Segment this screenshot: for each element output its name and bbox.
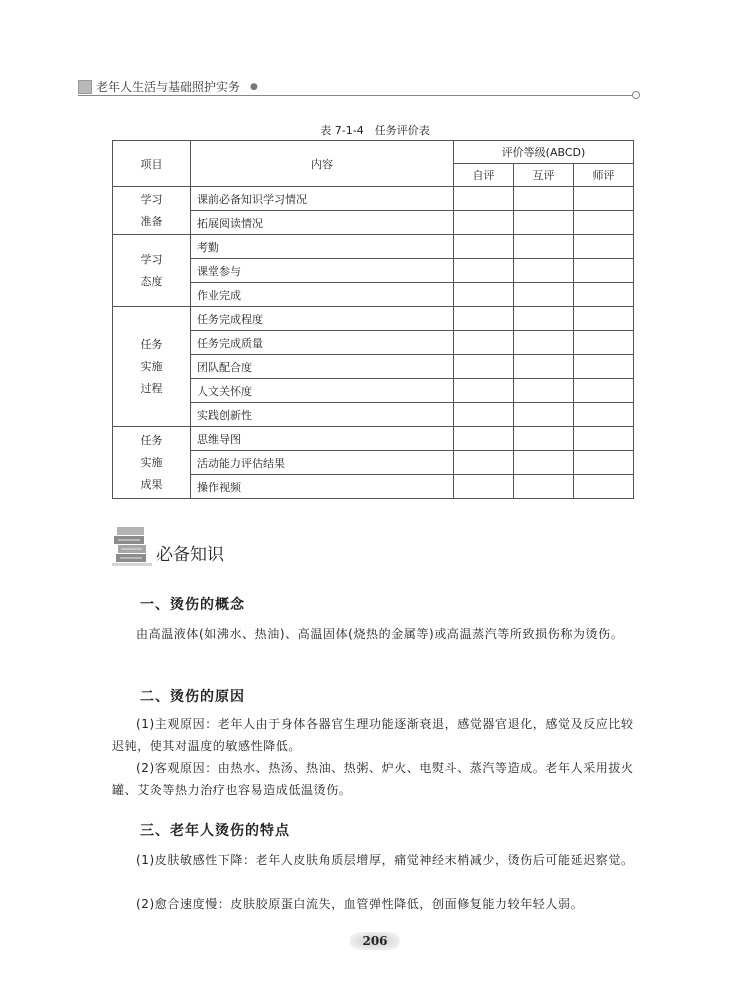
- table-row: [113, 331, 634, 355]
- header-rule: [78, 95, 634, 96]
- evaluation-table: [112, 140, 634, 499]
- paragraph-healing: (2)愈合速度慢：皮肤胶原蛋白流失，血管弹性降低，创面修复能力较年轻人弱。: [136, 897, 584, 911]
- self-cell: [454, 427, 514, 451]
- peer-cell: [514, 235, 574, 259]
- peer-cell: [514, 427, 574, 451]
- content-cell: 思维导图: [191, 427, 454, 451]
- self-cell: [454, 259, 514, 283]
- table-row: [113, 307, 634, 331]
- peer-cell: [514, 259, 574, 283]
- header-end-circle-icon: [632, 91, 640, 99]
- heading-characteristics: 三、老年人烫伤的特点: [140, 823, 290, 839]
- header-content: 内容: [191, 141, 454, 187]
- teacher-cell: [574, 475, 634, 499]
- content-cell: 课堂参与: [191, 259, 454, 283]
- group-item-cell: 学习 准备: [113, 187, 191, 235]
- peer-cell: [514, 379, 574, 403]
- self-cell: [454, 307, 514, 331]
- group-item-cell: 任务 实施 成果: [113, 427, 191, 499]
- content-cell: 拓展阅读情况: [191, 211, 454, 235]
- header-grade: 评价等级(ABCD): [454, 141, 634, 164]
- table-row: [113, 259, 634, 283]
- self-cell: [454, 211, 514, 235]
- running-header: [78, 78, 638, 98]
- teacher-cell: [574, 235, 634, 259]
- content-cell: 考勤: [191, 235, 454, 259]
- teacher-cell: [574, 403, 634, 427]
- paragraph-objective-cause: (2)客观原因：由热水、热汤、热油、热粥、炉火、电熨斗、蒸汽等造成。老年人采用拔火罐、艾灸等热力治疗也容易造成低温烫伤。: [112, 761, 634, 797]
- paragraph-concept: 由高温液体(如沸水、热油)、高温固体(烧热的金属等)或高温蒸汽等所致损伤称为烫伤。: [136, 627, 624, 641]
- teacher-cell: [574, 259, 634, 283]
- paragraph-sensitivity: (1)皮肤敏感性下降：老年人皮肤角质层增厚，痛觉神经末梢减少，烫伤后可能延迟察觉。: [136, 853, 634, 867]
- group-item-cell: 任务 实施 过程: [113, 307, 191, 427]
- peer-cell: [514, 331, 574, 355]
- table-row: [113, 355, 634, 379]
- self-cell: [454, 403, 514, 427]
- header-self: 自评: [454, 164, 514, 187]
- teacher-cell: [574, 355, 634, 379]
- teacher-cell: [574, 331, 634, 355]
- peer-cell: [514, 283, 574, 307]
- peer-cell: [514, 187, 574, 211]
- content-cell: 课前必备知识学习情况: [191, 187, 454, 211]
- peer-cell: [514, 475, 574, 499]
- content-cell: 实践创新性: [191, 403, 454, 427]
- page-number-label: 206: [350, 932, 399, 950]
- page-number: [0, 930, 750, 950]
- content-cell: 活动能力评估结果: [191, 451, 454, 475]
- table-row: [113, 379, 634, 403]
- header-teacher: 师评: [574, 164, 634, 187]
- self-cell: [454, 331, 514, 355]
- content-cell: 任务完成程度: [191, 307, 454, 331]
- content-cell: 作业完成: [191, 283, 454, 307]
- peer-cell: [514, 211, 574, 235]
- table-row: [113, 211, 634, 235]
- group-item-cell: 学习 态度: [113, 235, 191, 307]
- self-cell: [454, 451, 514, 475]
- header-peer: 互评: [514, 164, 574, 187]
- header-item: 项目: [113, 141, 191, 187]
- header-square-icon: [78, 80, 92, 94]
- content-cell: 团队配合度: [191, 355, 454, 379]
- table-row: [113, 187, 634, 211]
- table-row: [113, 283, 634, 307]
- peer-cell: [514, 451, 574, 475]
- teacher-cell: [574, 379, 634, 403]
- teacher-cell: [574, 187, 634, 211]
- content-cell: 操作视频: [191, 475, 454, 499]
- peer-cell: [514, 355, 574, 379]
- table-caption: 表 7-1-4 任务评价表: [320, 124, 430, 137]
- peer-cell: [514, 403, 574, 427]
- section-title: 必备知识: [156, 545, 224, 565]
- teacher-cell: [574, 283, 634, 307]
- self-cell: [454, 187, 514, 211]
- table-row: [113, 235, 634, 259]
- teacher-cell: [574, 451, 634, 475]
- self-cell: [454, 379, 514, 403]
- content-cell: 任务完成质量: [191, 331, 454, 355]
- book-stack-icon: [112, 524, 152, 568]
- self-cell: [454, 475, 514, 499]
- table-row: [113, 451, 634, 475]
- self-cell: [454, 235, 514, 259]
- teacher-cell: [574, 427, 634, 451]
- self-cell: [454, 283, 514, 307]
- peer-cell: [514, 307, 574, 331]
- heading-causes: 二、烫伤的原因: [140, 689, 245, 705]
- table-row: [113, 403, 634, 427]
- teacher-cell: [574, 307, 634, 331]
- content-cell: 人文关怀度: [191, 379, 454, 403]
- self-cell: [454, 355, 514, 379]
- table-row: [113, 475, 634, 499]
- paragraph-subjective-cause: (1)主观原因：老年人由于身体各器官生理功能逐渐衰退，感觉器官退化，感觉及反应比较迟钝，使其对温度的敏感性降低。: [112, 717, 634, 753]
- heading-concept: 一、烫伤的概念: [140, 597, 245, 613]
- header-dot-icon: ●: [250, 82, 258, 92]
- table-row: [113, 427, 634, 451]
- teacher-cell: [574, 211, 634, 235]
- book-title: 老年人生活与基础照护实务: [96, 80, 241, 94]
